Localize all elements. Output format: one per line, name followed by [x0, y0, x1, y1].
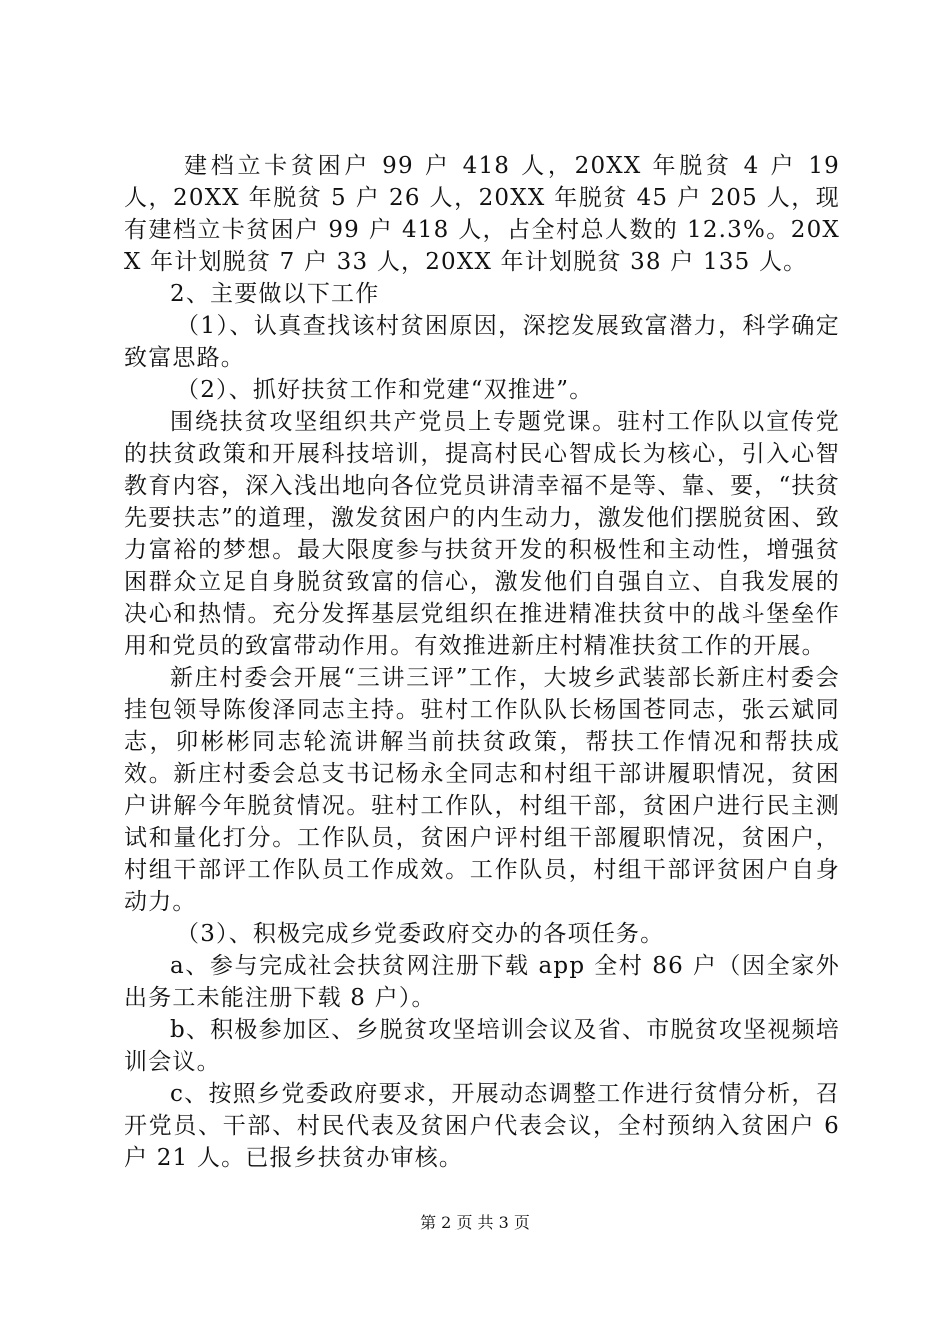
page-footer: 第 2 页 共 3 页 [420, 1213, 530, 1232]
paragraph-task-a: a、参与完成社会扶贫网注册下载 app 全村 86 户（因全家外出务工未能注册下载 8 户）。 [124, 953, 840, 1011]
paragraph-item-2: （2）、抓好扶贫工作和党建“双推进”。 [176, 377, 594, 403]
paragraph-item-3: （3）、积极完成乡党委政府交办的各项任务。 [176, 921, 665, 947]
paragraph-task-c: c、按照乡党委政府要求，开展动态调整工作进行贫情分析，召开党员、干部、村民代表及贫困户代表会议，全村预纳入贫困户 6 户 21 人。已报乡扶贫办审核。 [124, 1081, 840, 1171]
document-body [124, 150, 840, 1174]
paragraph-poverty-stats: 建档立卡贫困户 99 户 418 人，20XX 年脱贫 4 户 19 人，20XX 年脱贫 5 户 26 人，20XX 年脱贫 45 户 205 人，现有建档立卡贫困户 99 户 418 人，占全村总人数的 12.3%。20XX 年计划脱贫 7 户 33 人，20XX 年计划脱贫 38 户 135 人。 [124, 153, 840, 275]
paragraph-three-talks: 新庄村委会开展“三讲三评”工作，大坡乡武装部长新庄村委会挂包领导陈俊泽同志主持。驻村工作队队长杨国苍同志，张云斌同志，卯彬彬同志轮流讲解当前扶贫政策，帮扶工作情况和帮扶成效。新庄村委会总支书记杨永全同志和村组干部讲履职情况，贫困户讲解今年脱贫情况。驻村工作队，村组干部，贫困户进行民主测试和量化打分。工作队员，贫困户评村组干部履职情况，贫困户，村组干部评工作队员工作成效。工作队员，村组干部评贫困户自身动力。 [124, 665, 840, 915]
paragraph-party-lesson: 围绕扶贫攻坚组织共产党员上专题党课。驻村工作队以宣传党的扶贫政策和开展科技培训，提高村民心智成长为核心，引入心智教育内容，深入浅出地向各位党员讲清幸福不是等、靠、要，“扶贫先要扶志”的道理，激发贫困户的内生动力，激发他们摆脱贫困、致力富裕的梦想。最大限度参与扶贫开发的积极性和主动性，增强贫困群众立足自身脱贫致富的信心，激发他们自强自立、自我发展的决心和热情。充分发挥基层党组织在推进精准扶贫中的战斗堡垒作用和党员的致富带动作用。有效推进新庄村精准扶贫工作的开展。 [124, 409, 840, 659]
paragraph-task-b: b、积极参加区、乡脱贫攻坚培训会议及省、市脱贫攻坚视频培训会议。 [124, 1017, 840, 1075]
paragraph-section-heading: 2、主要做以下工作 [170, 281, 380, 307]
paragraph-item-1: （1）、认真查找该村贫困原因，深挖发展致富潜力，科学确定致富思路。 [124, 313, 840, 371]
